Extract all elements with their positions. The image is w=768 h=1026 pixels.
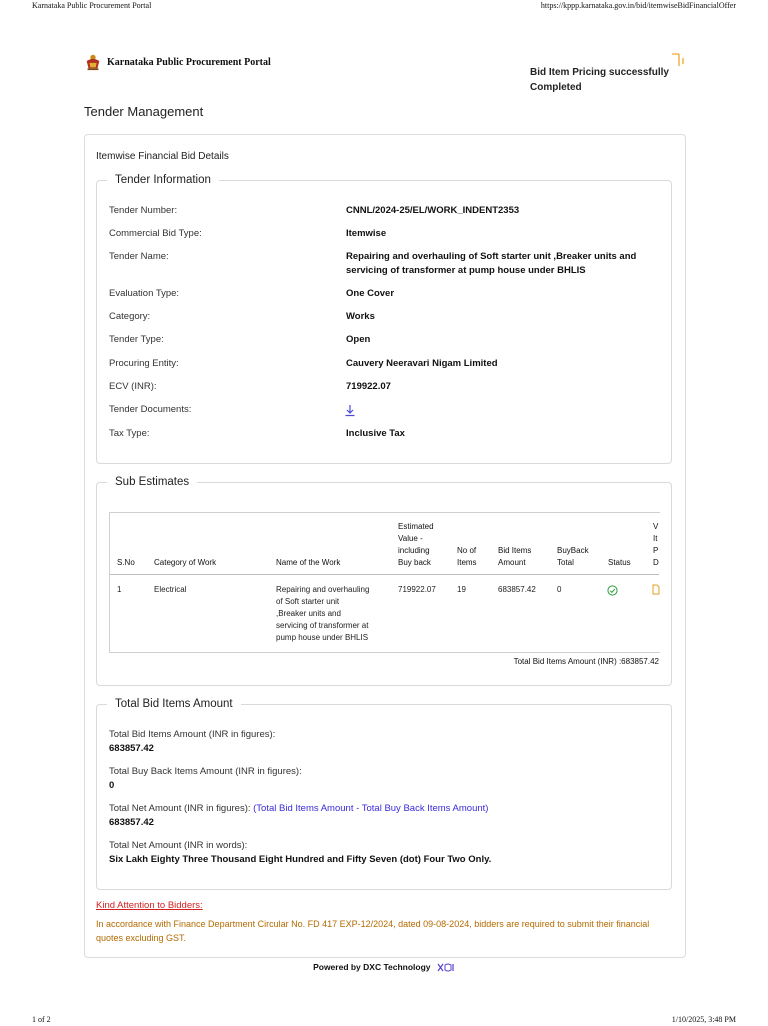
header-line: D: [653, 558, 659, 567]
section-legend: Tender Information: [115, 174, 211, 186]
col-header-bid-amount: [498, 545, 531, 569]
sub-estimates-table: [109, 512, 660, 653]
cell-sno: 1: [117, 585, 122, 594]
col-header-no-items: [457, 545, 477, 569]
header-line: P: [653, 546, 659, 555]
header-line: Estimated: [398, 522, 434, 531]
dxc-logo-icon: [437, 963, 455, 972]
value-evaluation-type: One Cover: [346, 288, 395, 299]
value-tax-type: Inclusive Tax: [346, 428, 405, 439]
cell-category: Electrical: [154, 585, 187, 594]
header-line: BuyBack: [557, 546, 589, 555]
work-name-line: pump house under BHLIS: [276, 633, 369, 642]
toast-line-1: Bid Item Pricing successfully: [530, 67, 669, 78]
label-tender-name: Tender Name:: [109, 251, 169, 262]
label-ecv: ECV (INR):: [109, 381, 157, 392]
label-bid-type: Commercial Bid Type:: [109, 228, 202, 239]
header-line: V: [653, 522, 659, 531]
download-icon[interactable]: [344, 404, 356, 417]
header-line: including: [398, 546, 430, 555]
print-footer: [0, 1014, 768, 1026]
total-buyback-label: Total Buy Back Items Amount (INR in figures):: [109, 766, 302, 777]
header-line: Bid Items: [498, 546, 532, 555]
label-tender-documents: Tender Documents:: [109, 404, 192, 415]
card-title: Itemwise Financial Bid Details: [96, 151, 229, 162]
attention-title: Kind Attention to Bidders:: [96, 900, 203, 911]
print-page-number: 1 of 2: [32, 1015, 51, 1024]
cell-no-items: 19: [457, 585, 466, 594]
header-line: No of: [457, 546, 477, 555]
col-header-view-items: [653, 521, 659, 569]
print-url: https://kppp.karnataka.gov.in/bid/itemwiseBidFinancialOffer: [540, 1, 736, 10]
total-net-formula: (Total Bid Items Amount - Total Buy Back Items Amount): [253, 803, 489, 814]
total-net-words-value: Six Lakh Eighty Three Thousand Eight Hundred and Fifty Seven (dot) Four Two Only.: [109, 854, 492, 865]
header-line: Value -: [398, 534, 423, 543]
col-header-buyback-total: [557, 545, 589, 569]
page-title: Tender Management: [84, 104, 204, 119]
total-net-label: Total Net Amount (INR in figures):: [109, 803, 251, 814]
work-name-line: ,Breaker units and: [276, 609, 341, 618]
powered-by-text: Powered by DXC Technology: [313, 962, 431, 972]
print-page-title: Karnataka Public Procurement Portal: [32, 1, 152, 10]
col-header-work-name: Name of the Work: [276, 558, 341, 567]
work-name-line: Repairing and overhauling: [276, 585, 370, 594]
total-bid-items-value: 683857.42: [109, 743, 154, 754]
toast-line-2: Completed: [530, 82, 582, 93]
label-tax-type: Tax Type:: [109, 428, 150, 439]
document-icon[interactable]: [652, 584, 660, 595]
work-name-line: of Soft starter unit: [276, 597, 340, 606]
col-header-status: Status: [608, 558, 631, 567]
total-bid-items-label: Total Bid Items Amount (INR in figures):: [109, 729, 276, 740]
label-tender-number: Tender Number:: [109, 205, 178, 216]
print-datetime: 1/10/2025, 3:48 PM: [671, 1015, 736, 1024]
label-procuring-entity: Procuring Entity:: [109, 358, 179, 369]
cell-estimated-value: 719922.07: [398, 585, 436, 594]
value-bid-type: Itemwise: [346, 228, 387, 239]
work-name-line: servicing of transformer at: [276, 621, 369, 630]
karnataka-emblem-icon: [84, 53, 102, 71]
header-line: It: [653, 534, 658, 543]
col-header-sno: S.No: [117, 558, 135, 567]
total-net-words-label: Total Net Amount (INR in words):: [109, 840, 248, 851]
total-buyback-value: 0: [109, 780, 115, 791]
section-legend: Sub Estimates: [115, 476, 190, 488]
cell-bid-amount: 683857.42: [498, 585, 536, 594]
total-net-label-row: [109, 803, 488, 814]
label-tender-type: Tender Type:: [109, 334, 164, 345]
value-procuring-entity: Cauvery Neeravari Nigam Limited: [346, 358, 498, 369]
value-category: Works: [346, 311, 375, 322]
col-header-estimated-value: [398, 521, 434, 569]
attention-text: In accordance with Finance Department Circular No. FD 417 EXP-12/2024, dated 09-08-2024, bidders are required to submit their financial quotes excluding GST.: [96, 919, 650, 943]
powered-by: [0, 962, 768, 972]
table-header-divider: [110, 574, 659, 575]
print-header: [0, 0, 768, 12]
portal-name: Karnataka Public Procurement Portal: [107, 56, 271, 68]
value-tender-number: CNNL/2024-25/EL/WORK_INDENT2353: [346, 205, 520, 216]
value-ecv: 719922.07: [346, 381, 391, 392]
total-net-value: 683857.42: [109, 817, 154, 828]
cell-buyback-total: 0: [557, 585, 562, 594]
section-legend: Total Bid Items Amount: [115, 698, 233, 710]
label-category: Category:: [109, 311, 151, 322]
header-line: Amount: [498, 558, 526, 567]
check-circle-icon: [607, 585, 618, 596]
header-line: Buy back: [398, 558, 431, 567]
cell-work-name: [276, 584, 384, 644]
toast-message: [530, 65, 680, 95]
value-tender-name: Repairing and overhauling of Soft starter unit ,Breaker units and servicing of transformer at pump house under BHLIS: [346, 251, 637, 276]
portal-logo[interactable]: [84, 52, 271, 72]
sub-estimates-total: Total Bid Items Amount (INR) :683857.42: [513, 657, 659, 666]
col-header-category: Category of Work: [154, 558, 217, 567]
header-line: Items: [457, 558, 477, 567]
label-evaluation-type: Evaluation Type:: [109, 288, 180, 299]
header-line: Total: [557, 558, 574, 567]
value-tender-type: Open: [346, 334, 371, 345]
